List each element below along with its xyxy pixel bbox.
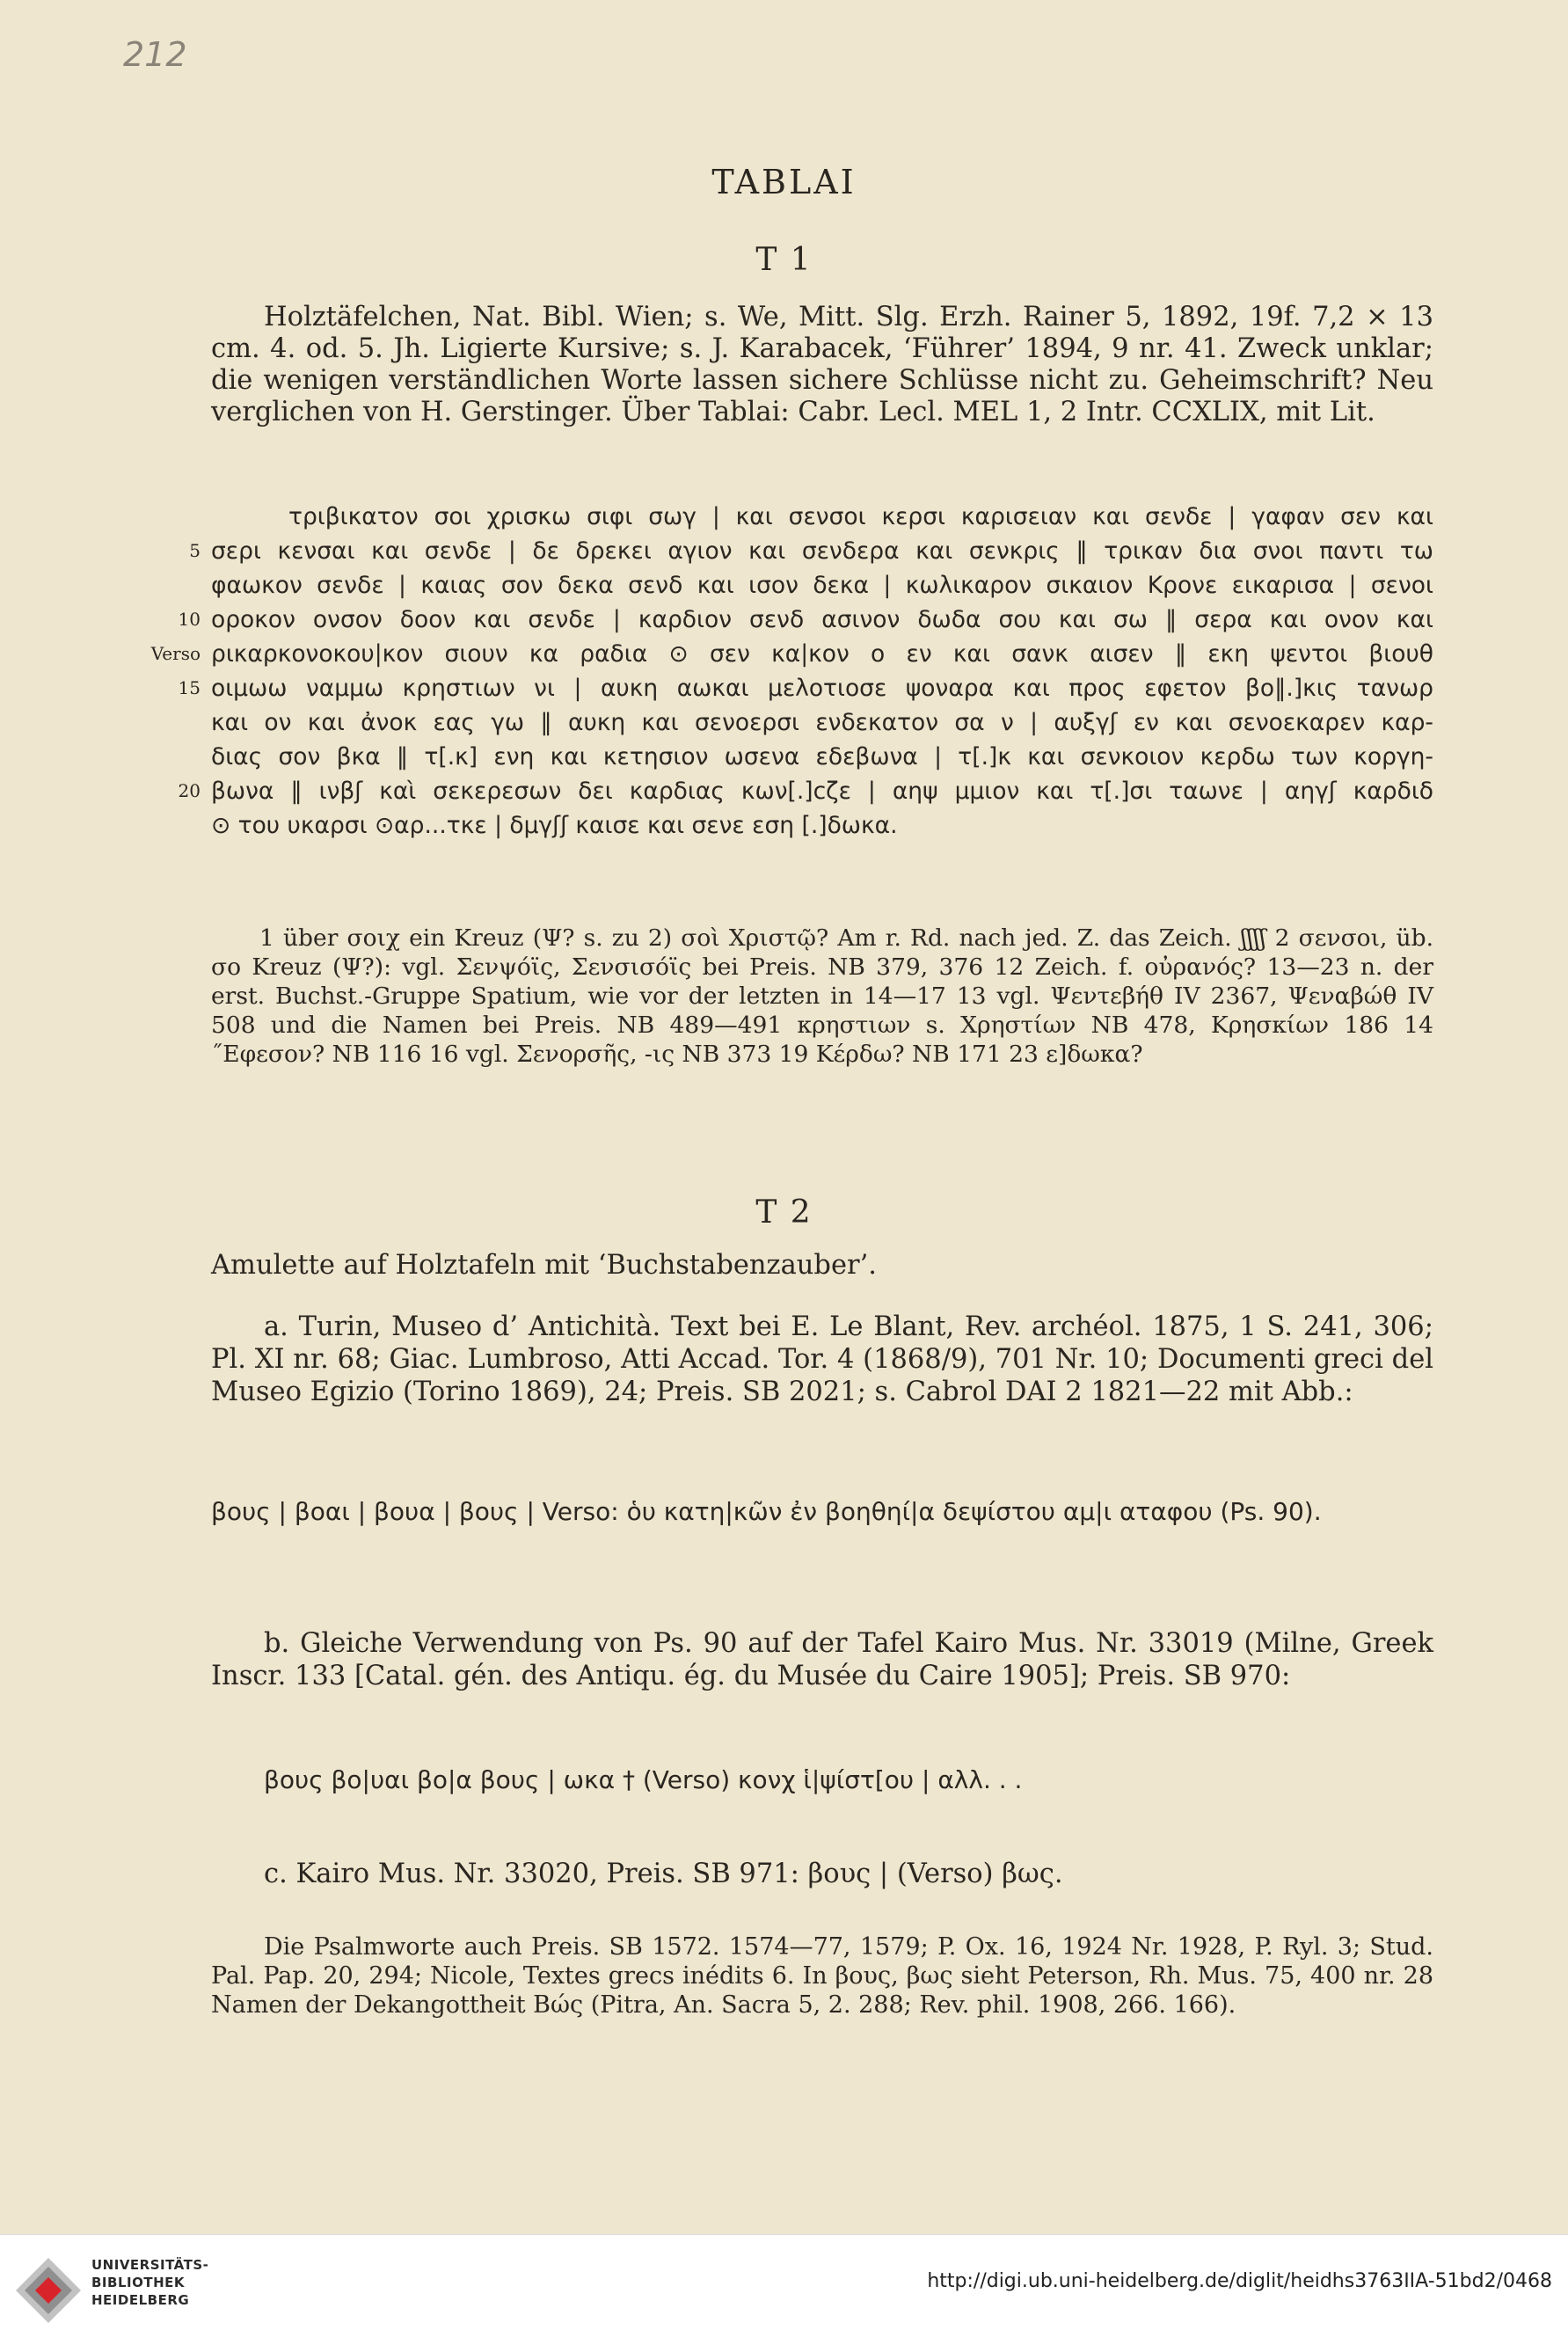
greek-line: 5 σερι κενσαι και σενδε | δε δρεκει αγιον και σενδερα και σενκρις ‖ τρικαν δια σνοι παντι τω <box>189 537 1433 565</box>
t2-subtitle: Amulette auf Holztafeln mit ‘Buchstabenzauber’. <box>211 1250 877 1281</box>
greek-line: ⊙ του υκαρσι ⊙αρ...τκε | δμγʃʃ καισε και σενε εση [.]δωκα. <box>211 812 898 839</box>
t2-a-greek: βους | βοαι | βουα | βους | Verso: ὁυ κατη|κῶν ἐν βοηθηί|α δεψίστου αμ|ι αταφου (Ps. 90). <box>211 1497 1322 1526</box>
greek-line: τριβικατον σοι χρισκω σιφι σωγ | και σενσοι κερσι καρισειαν και σενδε | γαφαν σεν και <box>288 503 1433 530</box>
t2-b-greek: βους βο|υαι βο|α βους | ωκα † (Verso) κονχ ἱ|ψίστ[ου | αλλ. . . <box>264 1765 1023 1794</box>
t1-apparatus-notes: 1 über σοιχ ein Kreuz (Ψ? s. zu 2) σοὶ Χριστῷ? Am r. Rd. nach jed. Z. das Zeich. ʃʃʃʃ 2 σενσοι, üb. σο Kreuz (Ψ?): vgl. Σενψόϊς, Σενσισόϊς bei Preis. NB 379, 376 12 Zeich. f. οὐρανός? 13—23 n. der erst. Buchst.-Gruppe Spatium, wie vor der letzten in 14—17 13 vgl. Ψεντεβήθ IV 2367, Ψεναβώθ IV 508 und die Namen bei Preis. NB 489—491 κρηστιων s. Χρηστίων NB 478, Κρησκίων 186 14 ˝Εφεσον? NB 116 16 vgl. Σενορσῆς, -ις NB 373 19 Κέρδω? NB 171 23 ε]δωκα? <box>211 924 1433 1068</box>
greek-line: φαωκον σενδε | καιας σον δεκα σενδ και ισον δεκα | κωλικαρον σικαιον Κρονε εικαρισα | σενοι <box>211 572 1433 599</box>
t2-c-text: c. Kairo Mus. Nr. 33020, Preis. SB 971: βους | (Verso) βως. <box>264 1859 1063 1889</box>
t1-greek-text <box>150 500 1433 843</box>
greek-line: Verso ρικαρκονοκου|κον σιουν κα ραδια ⊙ σεν κα|κον ο εν και σανκ αισεν ‖ εκη ψεντοι βιουθ <box>150 640 1433 668</box>
greek-line: και ον και ἀνοκ εας γω ‖ αυκη και σενοερσι ενδεκατον σα ν | αυξγʃ εν και σενοεκαρεν καρ- <box>211 709 1433 736</box>
page-heading: TABLAI <box>711 163 857 201</box>
section-t2-label: T 2 <box>755 1194 813 1231</box>
greek-line: 20 βωνα ‖ ινβʃ καὶ σεκερεσων δει καρδιας κων[.]cζε | αηψ μμιον και τ[.]σι ταωνε | αηγʃ καρδιδ <box>178 778 1433 805</box>
t2-a-text: a. Turin, Museo d’ Antichità. Text bei E. Le Blant, Rev. archéol. 1875, 1 S. 241, 306; Pl. XI nr. 68; Giac. Lumbroso, Atti Accad. Tor. 4 (1868/9), 701 Nr. 10; Documenti greci del Museo Egizio (Torino 1869), 24; Preis. SB 2021; s. Cabrol DAI 2 1821—22 mit Abb.: <box>211 1311 1433 1407</box>
library-name: UNIVERSITÄTS- BIBLIOTHEK HEIDELBERG <box>91 2257 209 2308</box>
source-url[interactable]: http://digi.ub.uni-heidelberg.de/diglit/heidhs3763IIA-51bd2/0468 <box>927 2270 1552 2292</box>
pencil-page-number: 212 <box>123 35 187 74</box>
section-t1-label: T 1 <box>755 242 813 278</box>
library-footer <box>0 2234 1568 2352</box>
greek-line: 15 οιμωω ναμμω κρηστιων νι | αυκη αωκαι μελοτιοσε ψοναρα και προς εφετον βο‖.]κις τανωρ <box>178 675 1433 702</box>
t2-b-text: b. Gleiche Verwendung von Ps. 90 auf der Tafel Kairo Mus. Nr. 33019 (Milne, Greek Inscr. 133 [Catal. gén. des Antiqu. ég. du Musée du Caire 1905]; Preis. SB 970: <box>211 1628 1433 1691</box>
greek-line: 10 οροκον ονσον δοον και σενδε | καρδιον σενδ ασινον δωδα σου και σω ‖ σερα και ονον και <box>178 606 1433 633</box>
t1-intro: Holztäfelchen, Nat. Bibl. Wien; s. We, Mitt. Slg. Erzh. Rainer 5, 1892, 19f. 7,2 × 13 cm. 4. od. 5. Jh. Ligierte Kursive; s. J. Karabacek, ‘Führer’ 1894, 9 nr. 41. Zweck unklar; die wenigen verständlichen Worte lassen sichere Schlüsse nicht zu. Geheimschrift? Neu verglichen von H. Gerstinger. Über Tablai: Cabr. Lecl. MEL 1, 2 Intr. CCXLIX, mit Lit. <box>211 302 1433 427</box>
t2-final-note: Die Psalmworte auch Preis. SB 1572. 1574—77, 1579; P. Ox. 16, 1924 Nr. 1928, P. Ryl. 3; Stud. Pal. Pap. 20, 294; Nicole, Textes grecs inédits 6. In βους, βως sieht Peterson, Rh. Mus. 75, 400 nr. 28 Namen der Dekangottheit Βώς (Pitra, An. Sacra 5, 2. 288; Rev. phil. 1908, 266. 166). <box>211 1933 1433 2019</box>
greek-line: διας σον βκα ‖ τ[.κ] ενη και κετησιον ωσενα εδεβωνα | τ[.]κ και σενκοιον κερδω των κοργη- <box>211 743 1433 771</box>
university-library-logo-icon <box>12 2254 84 2326</box>
